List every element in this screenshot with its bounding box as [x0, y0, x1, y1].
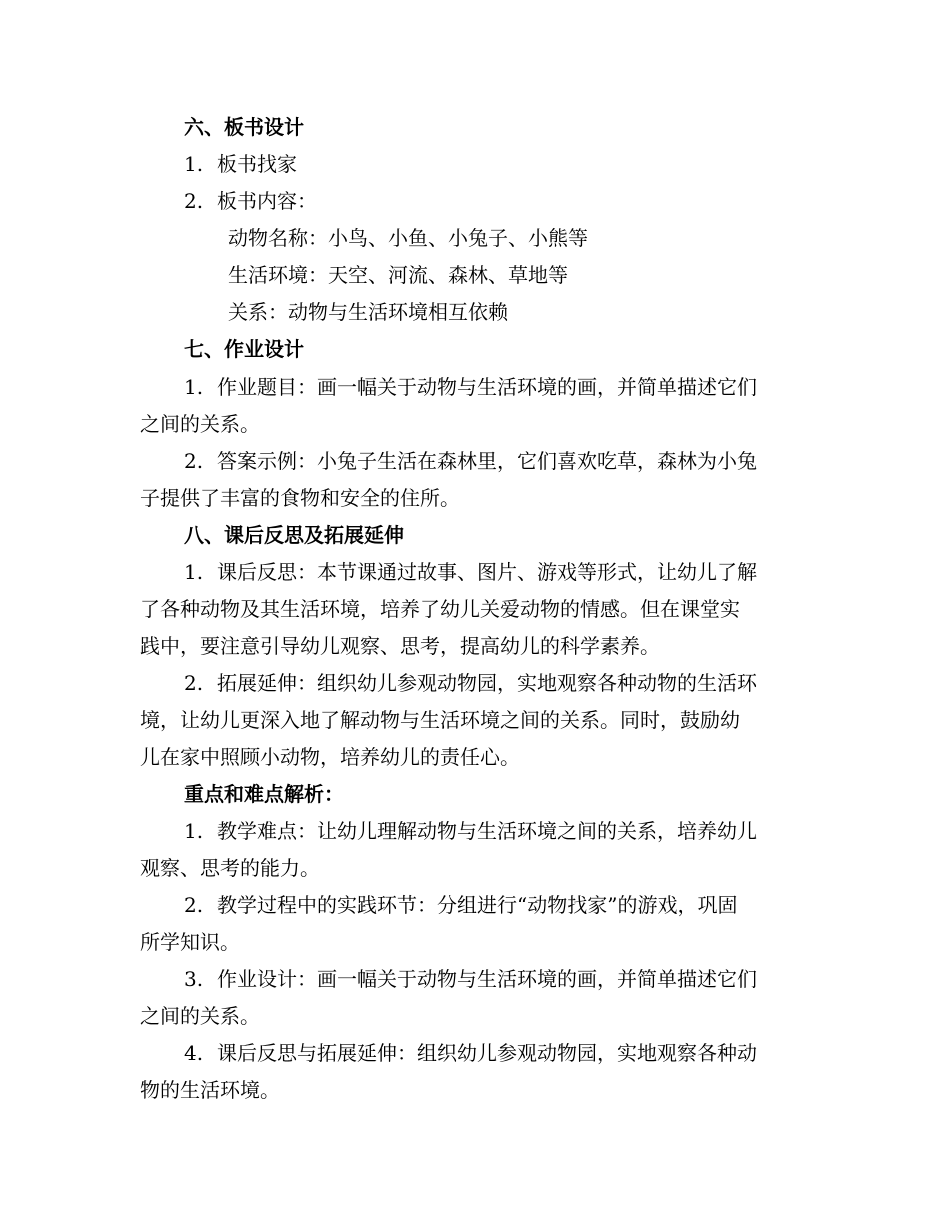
paragraph-line: 1. 作业题目：画一幅关于动物与生活环境的画，并简单描述它们	[184, 375, 757, 399]
item-number: 2.	[184, 893, 204, 917]
item-number: 4.	[184, 1041, 204, 1065]
item-number: 2.	[184, 189, 204, 213]
board-animals-line: 动物名称：小鸟、小鱼、小兔子、小熊等	[228, 226, 588, 250]
paragraph-line: 1. 教学难点：让幼儿理解动物与生活环境之间的关系，培养幼儿	[184, 819, 757, 843]
paragraph-line: 境，让幼儿更深入地了解动物与生活环境之间的关系。同时，鼓励幼	[140, 708, 740, 732]
paragraph-line: 践中，要注意引导幼儿观察、思考，提高幼儿的科学素养。	[140, 634, 660, 658]
item-text: 板书找家	[217, 152, 297, 176]
item-number: 3.	[184, 967, 204, 991]
paragraph-line: 之间的关系。	[140, 412, 260, 436]
section-heading: 六、板书设计	[184, 115, 304, 139]
item-number: 2.	[184, 449, 204, 473]
paragraph-line: 所学知识。	[140, 930, 240, 954]
paragraph-line: 1. 课后反思：本节课通过故事、图片、游戏等形式，让幼儿了解	[184, 560, 757, 584]
board-environment-line: 生活环境：天空、河流、森林、草地等	[228, 263, 568, 287]
paragraph-line: 儿在家中照顾小动物，培养幼儿的责任心。	[140, 745, 520, 769]
paragraph-line: 子提供了丰富的食物和安全的住所。	[140, 486, 460, 510]
section-heading: 七、作业设计	[184, 337, 304, 361]
list-item	[184, 188, 317, 214]
section-heading: 重点和难点解析：	[184, 782, 344, 806]
paragraph-line: 3. 作业设计：画一幅关于动物与生活环境的画，并简单描述它们	[184, 967, 757, 991]
item-number: 1.	[184, 375, 204, 399]
item-text: 板书内容：	[217, 189, 317, 213]
paragraph-line: 2. 拓展延伸：组织幼儿参观动物园，实地观察各种动物的生活环	[184, 671, 757, 695]
item-number: 2.	[184, 671, 204, 695]
paragraph-line: 物的生活环境。	[140, 1078, 280, 1102]
paragraph-line: 之间的关系。	[140, 1004, 260, 1028]
item-number: 1.	[184, 152, 204, 176]
section-heading: 八、课后反思及拓展延伸	[184, 523, 404, 547]
item-number: 1.	[184, 560, 204, 584]
board-relation-line: 关系：动物与生活环境相互依赖	[228, 300, 508, 324]
list-item	[184, 151, 297, 177]
paragraph-line: 了各种动物及其生活环境，培养了幼儿关爱动物的情感。但在课堂实	[140, 597, 740, 621]
paragraph-line: 4. 课后反思与拓展延伸：组织幼儿参观动物园，实地观察各种动	[184, 1041, 757, 1065]
paragraph-line: 2. 教学过程中的实践环节：分组进行“动物找家”的游戏，巩固	[184, 893, 738, 917]
paragraph-line: 观察、思考的能力。	[140, 856, 320, 880]
item-number: 1.	[184, 819, 204, 843]
paragraph-line: 2. 答案示例：小兔子生活在森林里，它们喜欢吃草，森林为小兔	[184, 449, 757, 473]
